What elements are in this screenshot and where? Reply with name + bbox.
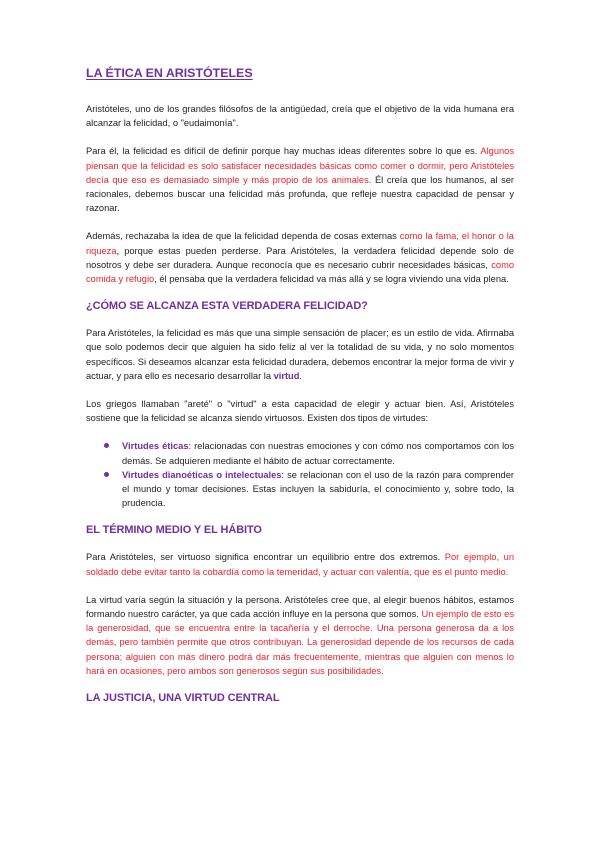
paragraph-habitos	[86, 593, 514, 678]
bullet-icon	[104, 443, 109, 448]
paragraph-intro: Aristóteles, uno de los grandes filósofos de la antigüedad, creía que el objetivo de la vida humana era alcanzar la felicidad, o "eudaimonía".	[86, 104, 514, 129]
highlight-span: Algunos piensan que la felicidad es solo satisfacer necesidades básicas como comer o dormir, pero Aristóteles decía que eso es demasiado simple y más propio de los animales.	[86, 146, 514, 185]
text-span: Para Aristóteles, ser virtuoso significa encontrar un equilibrio entre dos extremos.	[86, 552, 441, 563]
text-span: Para Aristóteles, la felicidad es más que una simple sensación de placer; es un estilo de vida. Afirmaba que solo podemos decir que alguien ha sido feliz al ver la totalidad de su vida, y no solo momentos específicos. Si deseamos alcanzar esta felicidad duradera, debemos encontrar la mejor forma de vivir y actuar, y para ello es necesario desarrollar la	[86, 328, 514, 381]
list-term: Virtudes éticas	[122, 441, 189, 452]
text-span: , porque estas pueden perderse. Para Aristóteles, la verdadera felicidad depende solo de nosotros y debe ser duradera. Aunque reconocía que es necesario cubrir necesidades básicas,	[86, 245, 514, 270]
paragraph-equilibrio	[86, 550, 514, 578]
section-heading-felicidad: ¿CÓMO SE ALCANZA ESTA VERDADERA FELICIDAD?	[86, 300, 368, 313]
text-span: Él creía que los humanos, al ser racionales, debemos buscar una felicidad más profunda, que refleje nuestra capacidad de pensar y razonar.	[86, 174, 515, 214]
list-text: : relacionadas con nuestras emociones y con cómo nos comportamos con los demás. Se adquieren mediante el hábito de actuar correctamente.	[122, 441, 514, 466]
list-text: : se relacionan con el uso de la razón para comprender el mundo y tomar decisiones. Estas incluyen la sabiduría, el conocimiento y, sobre todo, la prudencia.	[122, 469, 514, 509]
highlight-span: Un ejemplo de esto es la generosidad, que se encuentra entre la tacañería y el derroche. Una persona generosa da a los demás, pero también permite que otros contribuyan. La generosidad depende de los recursos de cada persona; alguien con más dinero podrá dar más frecuentemente, mientras que alguien con menos lo hará en ocasiones, pero ambos son generosos según sus posibilidades.	[86, 609, 515, 676]
virtudes-list	[86, 439, 514, 510]
paragraph-estilo-vida	[86, 326, 514, 383]
text-span: Para él, la felicidad es difícil de definir porque hay muchas ideas diferentes sobre lo que es.	[86, 146, 478, 157]
list-item	[122, 468, 514, 511]
text-span: Además, rechazaba la idea de que la felicidad dependa de cosas externas	[86, 231, 397, 242]
text-span: La virtud varía según la situación y la persona. Aristóteles cree que, al elegir buenos hábitos, estamos formando nuestro carácter, ya que cada acción influye en la persona que somos.	[86, 594, 514, 620]
document-title: LA ÉTICA EN ARISTÓTELES	[86, 66, 253, 80]
highlight-span: como comida y refugio	[86, 259, 514, 285]
section-heading-termino-medio: EL TÉRMINO MEDIO Y EL HÁBITO	[86, 524, 262, 537]
paragraph-arete: Los griegos llamaban "areté" o "virtud" a esta capacidad de elegir y actuar bien. Así, Aristóteles sostiene que la felicidad se alcanza siendo virtuosos. Existen dos tipos de virtudes:	[86, 399, 514, 424]
paragraph-felicidad	[86, 144, 514, 215]
text-span: , él pensaba que la verdadera felicidad va más allá y se logra viviendo una vida plena.	[154, 274, 509, 285]
section-heading-justicia: LA JUSTICIA, UNA VIRTUD CENTRAL	[86, 692, 280, 705]
highlight-span: como la fama, el honor o la riqueza	[86, 231, 514, 256]
highlight-span: Por ejemplo, un soldado debe evitar tanto la cobardía como la temeridad, y actuar con valentía, que es el punto medio.	[86, 552, 514, 577]
virtud-term: virtud	[273, 370, 300, 381]
bullet-icon	[104, 472, 109, 477]
text-span: .	[299, 370, 303, 381]
list-item	[122, 439, 514, 467]
paragraph-externas	[86, 229, 514, 286]
list-term: Virtudes dianoéticas o intelectuales	[122, 469, 282, 480]
